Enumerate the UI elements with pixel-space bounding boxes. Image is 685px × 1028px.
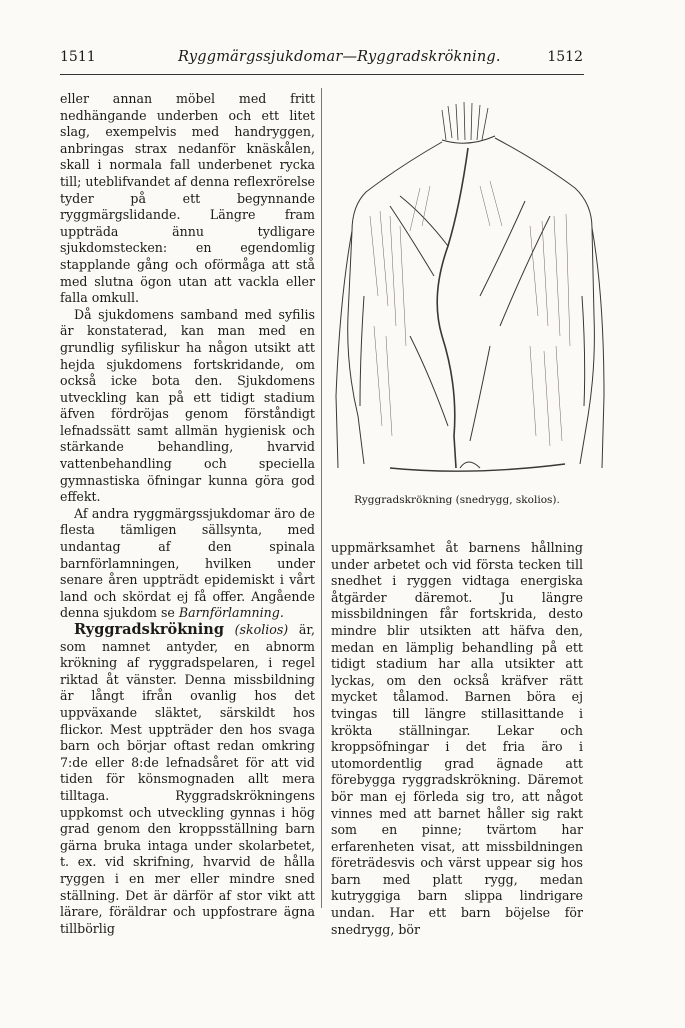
page-header	[0, 49, 685, 71]
header-rule	[60, 74, 584, 75]
paragraph: Då sjukdomens samband med syfilis är konstaterad, kan man med en grundlig syfiliskur ha någon utsikt att hejda sjukdomens fortskridande, om också icke bota den. Sjukdomens utveckling kan på ett tidigt stadium äfven fördröjas genom förståndigt lefnadssätt samt allmän hygienisk och stärkande behandling, hvarvid vattenbehandling och speciella gymnastiska öfningar kunna göra god effekt.	[60, 306, 315, 505]
paragraph	[60, 506, 315, 622]
entry-term: (skolios)	[234, 622, 289, 637]
column-divider	[321, 88, 322, 908]
scoliosis-illustration	[330, 96, 605, 481]
running-title: Ryggmärgssjukdomar—Ryggradskrökning.	[178, 49, 501, 65]
paragraph	[60, 622, 315, 937]
paragraph-text: är, som namnet antyder, en abnorm krökning af ryggradspelaren, i regel riktad åt vänster. Denna missbildning är långt ifrån ovanlig hos det uppväxande släktet, särskildt hos flickor. Mest uppträder den hos svaga barn och börjar oftast redan omkring 7:de eller 8:de lefnadsåret för att vid tiden för könsmognaden allt mera tilltaga. Ryggradskrökningens uppkomst och utveckling gynnas i hög grad genom den kroppsställning barn gärna bruka intaga under skolarbetet, t. ex. vid skrifning, hvarvid de hålla ryggen i en mer eller mindre sned ställning. Det är därför af stor vikt att lärare, föräldrar och uppfostrare ägna tillbörlig	[60, 622, 315, 936]
page-number-left: 1511	[60, 49, 96, 65]
cross-reference: Barnförlamning.	[178, 605, 284, 621]
figure-caption: Ryggradskrökning (snedrygg, skolios).	[354, 494, 560, 506]
paragraph: uppmärksamhet åt barnens hållning under arbetet och vid första tecken till snedhet i ryggen vidtaga energiska åtgärder däremot. Ju längre missbildningen får fortskrida, desto mindre blir utsikten att häfva den, medan en lämplig behandling på ett tidigt stadium har alla utsikter att lyckas, om den också kräfver rätt mycket tålamod. Barnen böra ej tvingas till längre stillasittande i krökta ställningar. Lekar och kroppsöfningar i det fria äro i utomordentlig grad ägnade att förebygga ryggradskrökning. Däremot bör man ej förleda sig tro, att något vinnes med att barnet håller sig rakt som en pinne; tvärtom har erfarenheten visat, att missbildningen företrädesvis och värst uppear sig hos barn med platt rygg, medan kutryggiga barn slippa lindrigare undan. Har ett barn böjelse för snedrygg, bör	[331, 540, 583, 937]
entry-heading: Ryggradskrökning	[74, 621, 224, 638]
paragraph-text: Af andra ryggmärgssjukdomar äro de flesta tämligen sällsynta, med undantag af den spinala barnförlamningen, hvilken under senare åren uppträdt epidemiskt i vårt land och skördat ej få offer. Angående denna sjukdom se	[60, 505, 315, 621]
left-column	[60, 91, 315, 937]
paragraph: eller annan möbel med fritt nedhängande underben och ett litet slag, exempelvis med handryggen, anbringas strax nedanför knäskålen, skall i normala fall underbenet rycka till; uteblifvandet af denna reflexrörelse tyder på ett begynnande ryggmärgslidande. Längre fram uppträda ännu tydligare sjukdomstecken: en egendomlig stapplande gång och oförmåga att stå med slutna ögon utan att vackla eller falla omkull.	[60, 91, 315, 306]
page-number-right: 1512	[547, 49, 583, 65]
right-column	[331, 540, 583, 938]
